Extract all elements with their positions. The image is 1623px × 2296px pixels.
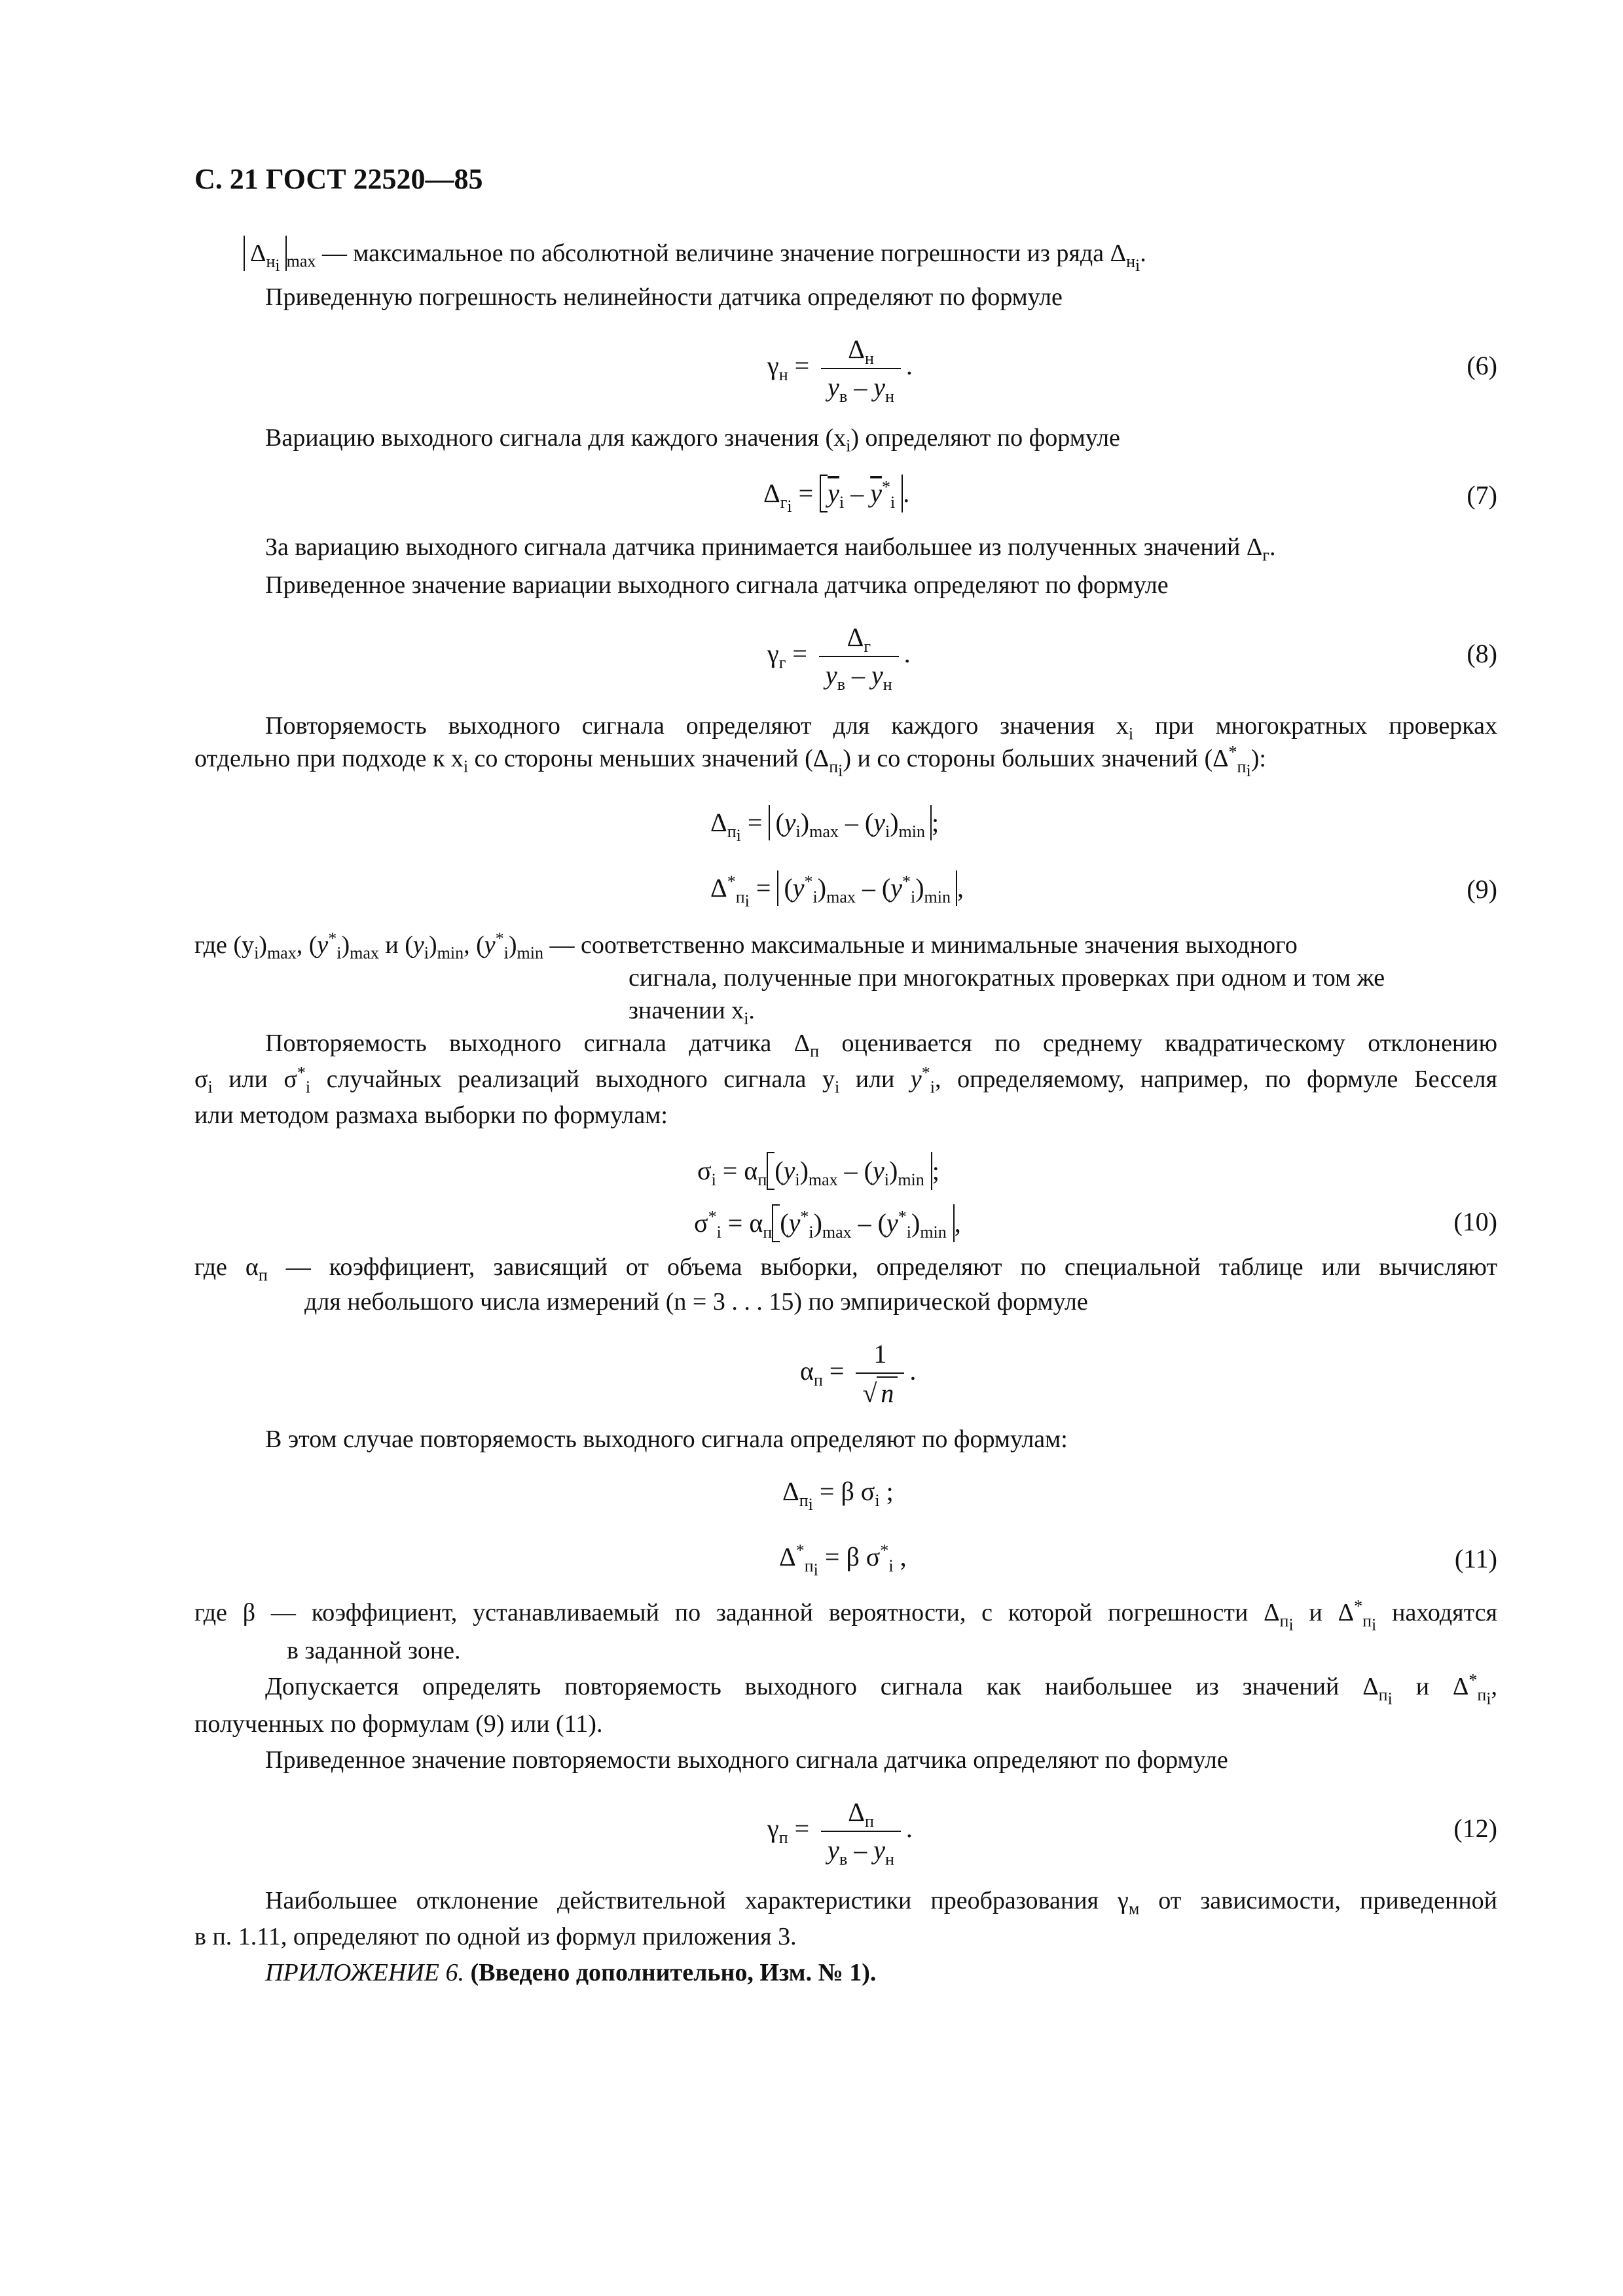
text-line-18: в заданной зоне.	[287, 1637, 461, 1664]
formula-9a: $\Delta_{п_i} = (y_i)_{max} - (y_i)_{min}$ ;	[710, 805, 939, 840]
formula-6: $\gamma_н$ = $\frac{\Delta_н}{y_в - y_н}$ .	[767, 334, 913, 406]
formula-11a: $\Delta_{п_i} = \beta$ $\sigma_i$ ;	[782, 1477, 894, 1515]
text-line-14: где $\alpha_п$ — коэффициент, зависящий от объема выборки, определяют по специальной таблице или вычисляют	[194, 1253, 1497, 1285]
text-line-21: Приведенное значение повторяемости выходного сигнала датчика определяют по формуле	[265, 1746, 1228, 1774]
text-line-10: значении $x_i$.	[629, 997, 755, 1028]
equation-number-10: (10)	[1453, 1207, 1497, 1236]
equation-number-11: (11)	[1454, 1544, 1497, 1573]
text-line-8: где $(y_i)_{max}$, $(y^*_i)_{max}$ и $(y_i)_{min}$, $(y^*_i)_{min}$ — соответственно максимальные и минимальные значения выходного	[194, 929, 1298, 963]
text-line-23: в п. 1.11, определяют по одной из формул приложения 3.	[194, 1923, 797, 1950]
text-line-24	[265, 1957, 876, 1988]
page-header: С. 21 ГОСТ 22520—85	[194, 163, 483, 195]
text-line-1: $\Delta_{н_i}$ $_{max}$ — максимальное по абсолютной величине значение погрешности из ряда $\Delta_{н_i}$.	[244, 236, 1146, 271]
text-line-17: где β — коэффициент, устанавливаемый по заданной вероятности, с которой погрешности $\Delta_{п_i}$ и $\Delta^*_{п_i}$ находятся	[194, 1596, 1497, 1634]
text-line-7: отдельно при подходе к $x_i$ со стороны меньших значений $(\Delta_{п_i})$ и со стороны больших значений $(\Delta^*_{п_i})$:	[194, 742, 1266, 780]
formula-10a: $\sigma_i = \alpha_п$ $(y_i)_{max} - (y_i)_{min}$ ;	[697, 1152, 939, 1190]
text-line-20: полученных по формулам (9) или (11).	[194, 1710, 603, 1738]
equation-number-8: (8)	[1467, 639, 1497, 668]
equation-number-6: (6)	[1467, 351, 1497, 380]
formula-9b: $\Delta^*_{п_i} = (y^*_i)_{max} - (y^*_i)_{min}$ ,	[710, 870, 964, 906]
text-line-3: Вариацию выходного сигнала для каждого значения $(x_i)$ определяют по формуле	[265, 424, 1120, 456]
text-line-11: Повторяемость выходного сигнала датчика $\Delta_п$ оценивается по среднему квадратическому отклонению	[265, 1030, 1497, 1061]
text-line-15: для небольшого числа измерений (n = 3 . . . 15) по эмпирической формуле	[304, 1288, 1088, 1316]
formula-12: $\gamma_п$ = $\frac{\Delta_п}{y_в - y_н}$ .	[767, 1797, 913, 1869]
text-line-4: За вариацию выходного сигнала датчика принимается наибольшее из полученных значений $\Delta_г$.	[265, 533, 1276, 565]
formula-8: $\gamma_г$ = $\frac{\Delta_г}{y_в - y_н}$ .	[767, 622, 911, 694]
text-line-13: или методом размаха выборки по формулам:	[194, 1102, 668, 1129]
amendment-note: (Введено дополнительно, Изм. № 1).	[470, 1959, 877, 1986]
text-line-5: Приведенное значение вариации выходного сигнала датчика определяют по формуле	[265, 571, 1169, 599]
text-line-19: Допускается определять повторяемость выходного сигнала как наибольшее из значений $\Delta_{п_i}$ и $\Delta^*_{п_i}$,	[265, 1670, 1497, 1708]
formula-10b: $\sigma^*_i = \alpha_п$ $(y^*_i)_{max} - (y^*_i)_{min}$ ,	[694, 1204, 961, 1242]
text-line-12: $\sigma_i$ или $\sigma^*_i$ случайных реализаций выходного сигнала $y_i$ или $y^*_i$, определяемому, например, по формуле Бесселя	[194, 1063, 1498, 1097]
formula-7: $\Delta_{г_i} = \overline{y}_i - \overline{y}^*_i$ .	[763, 475, 909, 512]
text-line-9: сигнала, полученные при многократных проверках при одном и том же	[629, 964, 1385, 992]
text-line-2: Приведенную погрешность нелинейности датчика определяют по формуле	[265, 283, 1063, 311]
equation-number-12: (12)	[1453, 1814, 1497, 1843]
equation-number-9: (9)	[1467, 874, 1497, 904]
formula-alpha: $\alpha_п$ = $\frac{1}{√ n}$ .	[800, 1339, 917, 1408]
equation-number-7: (7)	[1467, 480, 1497, 510]
formula-11b: $\Delta^*_{п_i} = \beta$ $\sigma^*_i$ ,	[779, 1541, 907, 1580]
appendix-ref: ПРИЛОЖЕНИЕ 6.	[265, 1959, 464, 1986]
text-line-16: В этом случае повторяемость выходного сигнала определяют по формулам:	[265, 1426, 1068, 1453]
text-line-22: Наибольшее отклонение действительной характеристики преобразования $\gamma_м$ от зависимости, приведенной	[265, 1887, 1497, 1918]
text-line-6: Повторяемость выходного сигнала определяют для каждого значения $x_i$ при многократных проверках	[265, 712, 1498, 744]
